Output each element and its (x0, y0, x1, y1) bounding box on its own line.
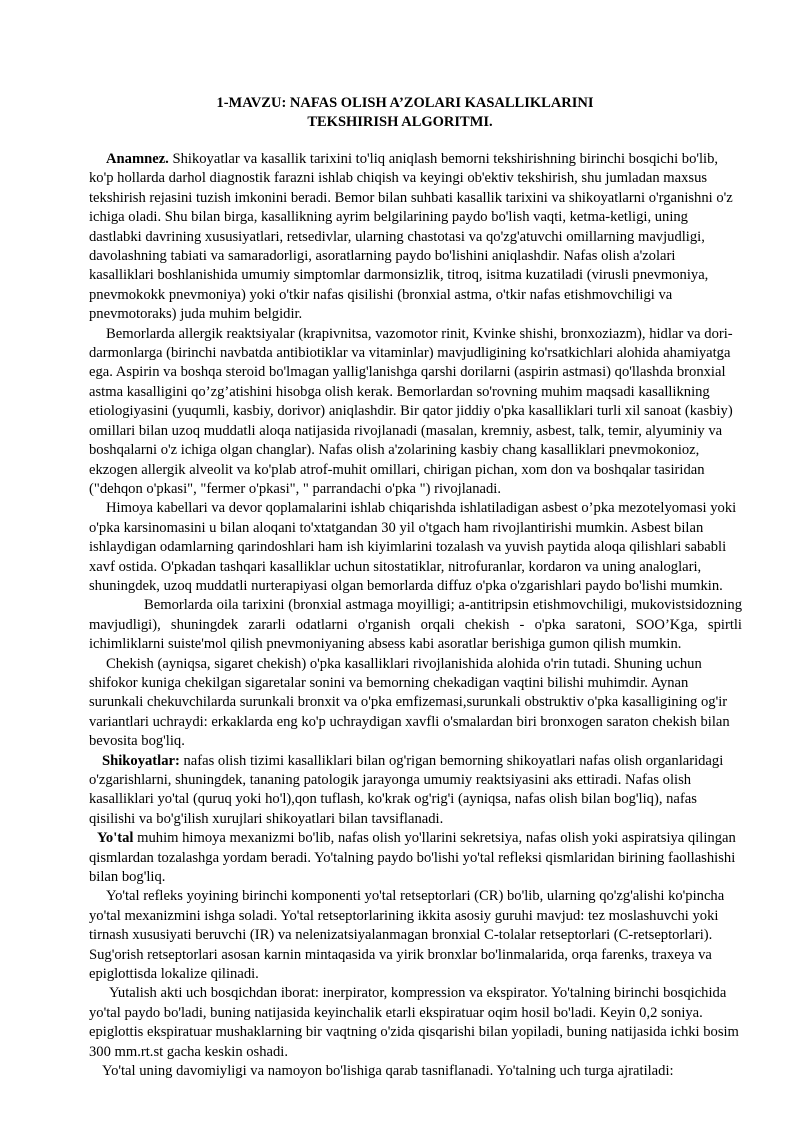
paragraph-cough-reflex (89, 887, 742, 984)
paragraph-cough-act (89, 984, 742, 1062)
paragraph-smoking (89, 655, 742, 752)
title-line-2: TEKSHIRISH ALGORITMI. (307, 114, 493, 130)
paragraph-text: Bemorlarda oila tarixini (bronxial astmaga moyilligi; a-antitripsin etishmovchiligi, mukovistsidozning mavjudligi), shuningdek zararli odatlarni o'rganish orqali chekish - o'pka saratoni, SOO’Kga, spirtli ichimliklarni suiste'mol qilish pnevmoniyaning absess kabi asoratlar berishiga gumon qilish mumkin. (89, 597, 742, 653)
paragraph-complaints (89, 752, 742, 830)
paragraph-text: Yo'tal refleks yoyining birinchi komponenti yo'tal retseptorlari (CR) bo'lib, ularning qo'zg'alishi ko'pincha yo'tal mexanizmini ishga soladi. Yo'tal retseptorlarining ikkita asosiy guruhi mavjud: tez moslashuvchi yoki tirnash xususiyati beruvchi (IR) va nelenizatsiyalanmagan bronxial C-tolalar retseptorlari (C-retseptorlari). Sug'orish retseptorlari asosan karnin mintaqasida va yirik bronxlar bo'linmalarida, orqa farenks, traxeya va epiglottisda lokalize qilinadi. (89, 888, 725, 983)
paragraph-anamnez (89, 150, 742, 325)
paragraph-text: Bemorlarda allergik reaktsiyalar (krapivnitsa, vazomotor rinit, Kvinke shishi, bronxoziazm), hidlar va dori-darmonlarga (birinchi navbatda antibiotiklar va vitaminlar) mavjudligining ko'rsatkichlari alohida ahamiyatga ega. Aspirin va boshqa steroid bo'lmagan yallig'lanishga qarshi dorilarni (aspirin astmasi) qo'llashda bronxial astma kasalligini qo’zg’atishini hisobga olish kerak. Bemorlardan so'rovning muhim maqsadi kasallikning etiologiyasini (yuqumli, kasbiy, dorivor) aniqlashdir. Bir qator jiddiy o'pka kasalliklari turli xil sanoat (kasbiy) omillari bilan uzoq muddatli aloqa natijasida rivojlanadi (masalan, kremniy, asbest, talk, temir, alyuminiy va boshqalarni o'z ichiga olgan changlar). Nafas olish a'zolarining kasbiy chang kasalliklari pnevmokonioz, ekzogen allergik alveolit va ko'plab atrof-muhit omillari, chirigan pichan, xom don va boshqalar tasiridan ("dehqon o'pkasi", "fermer o'pkasi", " parrandachi o'pka ") rivojlanadi. (89, 325, 733, 497)
paragraph-lead: Shikoyatlar: (102, 752, 180, 769)
document-body (89, 150, 742, 1082)
paragraph-text: Yo'tal uning davomiyligi va namoyon bo'lishiga qarab tasniflanadi. Yo'talning uch turga ajratiladi: (102, 1063, 674, 1080)
paragraph-family-history (89, 596, 742, 654)
paragraph-cough (89, 829, 742, 887)
title-line-1: 1-MAVZU: NAFAS OLISH A’ZOLARI KASALLIKLARINI (216, 95, 594, 111)
document-title (60, 94, 740, 132)
paragraph-asbestos (89, 499, 742, 596)
paragraph-text: Yutalish akti uch bosqichdan iborat: inerpirator, kompression va ekspirator. Yo'talning birinchi bosqichida yo'tal paydo bo'ladi, buning natijasida keyinchalik etarli ekspiratuar oqim hosil bo'ladi. Keyin 0,2 soniya. epiglottis ekspiratuar mushaklarning bir vaqtning o'zida qisqarishi bilan yopiladi, buning natijasida ichki bosim 300 mm.rt.st gacha keskin oshadi. (89, 985, 739, 1060)
paragraph-lead: Anamnez. (106, 151, 169, 167)
paragraph-text: nafas olish tizimi kasalliklari bilan og'rigan bemorning shikoyatlari nafas olish organlaridagi o'zgarishlarni, shuningdek, tananing patologik jarayonga umumiy reaktsiyasini aks ettiradi. Nafas olish kasalliklari yo'tal (quruq yoki ho'l),qon tuflash, ko'krak og'rig'i (ayniqsa, nafas olish bilan bog'liq), nafas qisilishi va bo'g'ilish xurujlari shikoyatlari bilan tavsiflanadi. (89, 752, 724, 827)
paragraph-text: muhim himoya mexanizmi bo'lib, nafas olish yo'llarini sekretsiya, nafas olish yoki aspiratsiya qilingan qismlardan tozalashga yordam beradi. Yo'talning paydo bo'lishi yo'tal refleksi qismlaridan birining faollashishi bilan bog'liq. (89, 830, 736, 886)
paragraph-lead: Yo'tal (97, 830, 134, 847)
paragraph-cough-classification (89, 1062, 742, 1081)
paragraph-text: Chekish (ayniqsa, sigaret chekish) o'pka kasalliklari rivojlanishida alohida o'rin tutadi. Shuning uchun shifokor kuniga chekilgan sigaretalar sonini va bemorning chekadigan vaqtini bilishi muhimdir. Aynan surunkali chekuvchilarda surunkali bronxit va o'pka emfizemasi,surunkali obstruktiv o'pka kasalligining og'ir variantlari uchraydi: erkaklarda eng ko'p uchraydigan xavfli o'smalardan biri bronxogen saraton chekish bilan bevosita bog'liq. (89, 655, 730, 750)
paragraph-allergy (89, 325, 742, 500)
paragraph-text: Himoya kabellari va devor qoplamalarini ishlab chiqarishda ishlatiladigan asbest o’pka mezotelyomasi yoki o'pka karsinomasini u bilan aloqani to'xtatgandan 30 yil o'tgach ham rivojlantirishi mumkin. Asbest bilan ishlaydigan odamlarning qarindoshlari ham ish kiyimlarini tozalash va yuvish paytida aloqa qilishlari sababli xavf ostida. O'pkadan tashqari kasalliklar uchun sitostatiklar, nitrofuranlar, kordaron va uning analoglari, shuningdek, uzoq muddatli nurterapiyasi olgan bemorlarda diffuz o'pka o'zgarishlari paydo bo'lishi mumkin. (89, 500, 737, 594)
paragraph-text: Shikoyatlar va kasallik tarixini to'liq aniqlash bemorni tekshirishning birinchi bosqichi bo'lib, ko'p hollarda darhol diagnostik farazni ishlab chiqish va keyingi ob'ektiv tekshirish, shu jumladan maxsus tekshirish rejasini tuzish imkonini beradi. Bemor bilan suhbati kasallik tarixini va shikoyatlarni o'rganishni o'z ichiga oladi. Shu bilan birga, kasallikning ayrim belgilarining paydo bo'lish vaqti, ketma-ketligi, uning dastlabki davrining xususiyatlari, retsedivlar, ularning chastotasi va qo'zg'atuvchi omillarning mavjudligi, davolashning tabiati va samaradorligi, asoratlarning paydo bo'lishini aniqlashdir. Nafas olish a'zolari kasalliklari boshlanishida umumiy simptomlar darmonsizlik, titroq, isitma kuzatiladi (virusli pnevmoniya, pnevmokokk pnevmoniya) yoki o'tkir nafas qisilishi (bronxial astma, o'tkir nafas etishmovchiligi va pnevmotoraks) juda muhim belgidir. (89, 151, 733, 323)
